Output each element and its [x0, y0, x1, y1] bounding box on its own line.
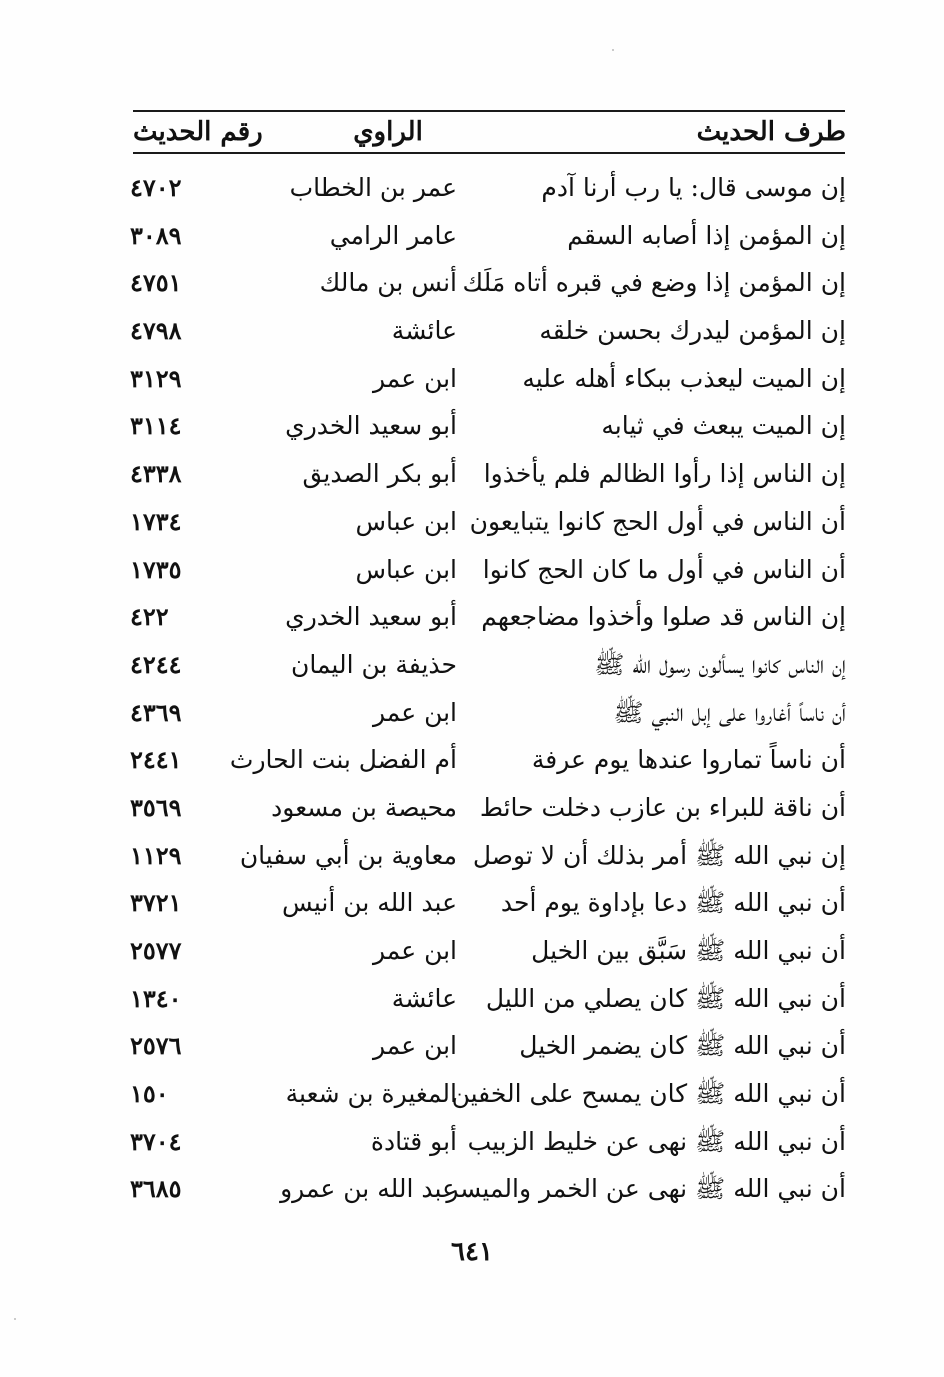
table-row — [0, 402, 944, 450]
hadith-number: ١٥٠ — [130, 1079, 169, 1109]
hadith-tarf: أن ناساً تماروا عندها يوم عرفة — [531, 745, 846, 775]
hadith-tarf: أن نبي الله ﷺ نهى عن خليط الزبيب — [467, 1126, 846, 1156]
table-row — [0, 1118, 944, 1166]
hadith-tarf: أن نبي الله ﷺ نهى عن الخمر والميسر — [446, 1174, 846, 1204]
hadith-number: ٢٤٤١ — [130, 745, 182, 775]
hadith-rawi: أبو سعيد الخدري — [285, 602, 457, 632]
page-speck — [612, 49, 614, 51]
table-row — [0, 784, 944, 832]
hadith-number: ٣٠٨٩ — [130, 220, 182, 250]
hadith-rawi: أنس بن مالك — [319, 268, 457, 298]
header-top-rule — [133, 110, 845, 112]
hadith-rawi: ابن عمر — [372, 1031, 457, 1061]
hadith-rawi: ابن عمر — [372, 363, 457, 393]
hadith-number: ١٧٣٤ — [130, 506, 182, 536]
hadith-tarf: إن المؤمن ليدرك بحسن خلقه — [539, 316, 846, 346]
hadith-number: ٣٧٢١ — [130, 888, 182, 918]
hadith-tarf: إن الميت ليعذب ببكاء أهله عليه — [522, 363, 846, 393]
table-row — [0, 546, 944, 594]
table-row — [0, 450, 944, 498]
hadith-tarf: أن نبي الله ﷺ كان يضمر الخيل — [519, 1031, 846, 1061]
table-row — [0, 879, 944, 927]
hadith-rawi: عائشة — [391, 316, 457, 346]
hadith-number: ١١٢٩ — [130, 840, 182, 870]
hadith-tarf: إن الميت يبعث في ثيابه — [601, 411, 846, 441]
table-row — [0, 212, 944, 260]
hadith-rawi: عبد الله بن أنيس — [282, 888, 457, 918]
table-row — [0, 259, 944, 307]
hadith-rawi: عائشة — [391, 983, 457, 1013]
hadith-tarf: إن نبي الله ﷺ أمر بذلك أن لا توصل — [472, 840, 846, 870]
table-row — [0, 593, 944, 641]
hadith-rawi: محيصة بن مسعود — [271, 792, 457, 822]
column-header-tarf: طرف الحديث — [696, 117, 846, 147]
hadith-tarf: إن الناس كانوا يسألون رسول الله ﷺ — [594, 649, 846, 679]
hadith-number: ١٧٣٥ — [130, 554, 182, 584]
hadith-tarf: أن ناساً أغاروا على إبل النبي ﷺ — [613, 697, 846, 727]
hadith-number: ٣١٢٩ — [130, 363, 182, 393]
header-bottom-rule — [133, 152, 845, 154]
hadith-tarf: أن الناس في أول ما كان الحج كانوا — [482, 554, 846, 584]
hadith-number: ٤٧٥١ — [130, 268, 182, 298]
hadith-number: ١٣٤٠ — [130, 983, 182, 1013]
page-speck — [14, 1318, 16, 1320]
hadith-tarf: إن موسى قال: يا رب أرنا آدم — [541, 173, 846, 202]
hadith-rawi: ابن عمر — [372, 697, 457, 727]
hadith-number: ٤٢٢ — [130, 602, 169, 632]
table-row — [0, 927, 944, 975]
table-row — [0, 832, 944, 880]
hadith-tarf: إن الناس إذا رأوا الظالم فلم يأخذوا — [483, 459, 846, 489]
hadith-rawi: عمر بن الخطاب — [289, 173, 457, 202]
table-row — [0, 689, 944, 737]
hadith-tarf: أن نبي الله ﷺ دعا بإداوة يوم أحد — [500, 888, 846, 918]
hadith-rawi: ابن عباس — [355, 554, 457, 584]
hadith-rawi: معاوية بن أبي سفيان — [239, 840, 457, 870]
hadith-tarf: أن نبي الله ﷺ كان يمسح على الخفين — [451, 1079, 846, 1109]
hadith-rawi: ابن عمر — [372, 936, 457, 965]
hadith-rawi: المغيرة بن شعبة — [285, 1079, 457, 1109]
table-row — [0, 736, 944, 784]
column-header-rawi: الراوي — [353, 117, 423, 147]
page-number: ٦٤١ — [451, 1237, 493, 1267]
hadith-number: ٤٧٩٨ — [130, 316, 182, 346]
hadith-rawi: عامر الرامي — [329, 220, 457, 250]
hadith-number: ٣٧٠٤ — [130, 1126, 182, 1156]
hadith-tarf: إن المؤمن إذا أصابه السقم — [567, 220, 846, 250]
hadith-number: ٣١١٤ — [130, 411, 182, 441]
hadith-number: ٣٥٦٩ — [130, 792, 182, 822]
hadith-tarf: أن ناقة للبراء بن عازب دخلت حائط — [479, 792, 846, 822]
hadith-rawi: حذيفة بن اليمان — [290, 649, 457, 679]
hadith-rawi: أبو قتادة — [370, 1126, 457, 1156]
table-row — [0, 498, 944, 546]
table-row — [0, 164, 944, 212]
hadith-number: ٤٧٠٢ — [130, 173, 182, 202]
column-header-raqm: رقم الحديث — [133, 117, 263, 147]
hadith-number: ٤٣٣٨ — [130, 459, 182, 489]
hadith-number: ٤٢٤٤ — [130, 649, 182, 679]
table-row — [0, 1165, 944, 1213]
hadith-tarf: أن الناس في أول الحج كانوا يتبايعون — [469, 506, 846, 536]
hadith-tarf: إن الناس قد صلوا وأخذوا مضاجعهم — [481, 602, 846, 632]
hadith-rawi: أبو بكر الصديق — [302, 459, 457, 489]
table-row — [0, 1070, 944, 1118]
hadith-tarf: إن المؤمن إذا وضع في قبره أتاه مَلَك — [462, 268, 846, 298]
hadith-tarf: أن نبي الله ﷺ كان يصلي من الليل — [485, 983, 846, 1013]
hadith-rawi: عبد الله بن عمرو — [280, 1174, 457, 1204]
hadith-number: ٢٥٧٧ — [130, 936, 182, 965]
hadith-number: ٣٦٨٥ — [130, 1174, 182, 1204]
table-row — [0, 307, 944, 355]
table-row — [0, 1022, 944, 1070]
table-row — [0, 975, 944, 1023]
hadith-rawi: أم الفضل بنت الحارث — [229, 745, 457, 775]
hadith-rawi: أبو سعيد الخدري — [285, 411, 457, 441]
table-row — [0, 355, 944, 403]
hadith-rawi: ابن عباس — [355, 506, 457, 536]
hadith-tarf: أن نبي الله ﷺ سَبَّق بين الخيل — [531, 936, 846, 965]
hadith-number: ٢٥٧٦ — [130, 1031, 182, 1061]
hadith-number: ٤٣٦٩ — [130, 697, 182, 727]
hadith-index-table — [0, 164, 944, 1213]
table-row — [0, 641, 944, 689]
